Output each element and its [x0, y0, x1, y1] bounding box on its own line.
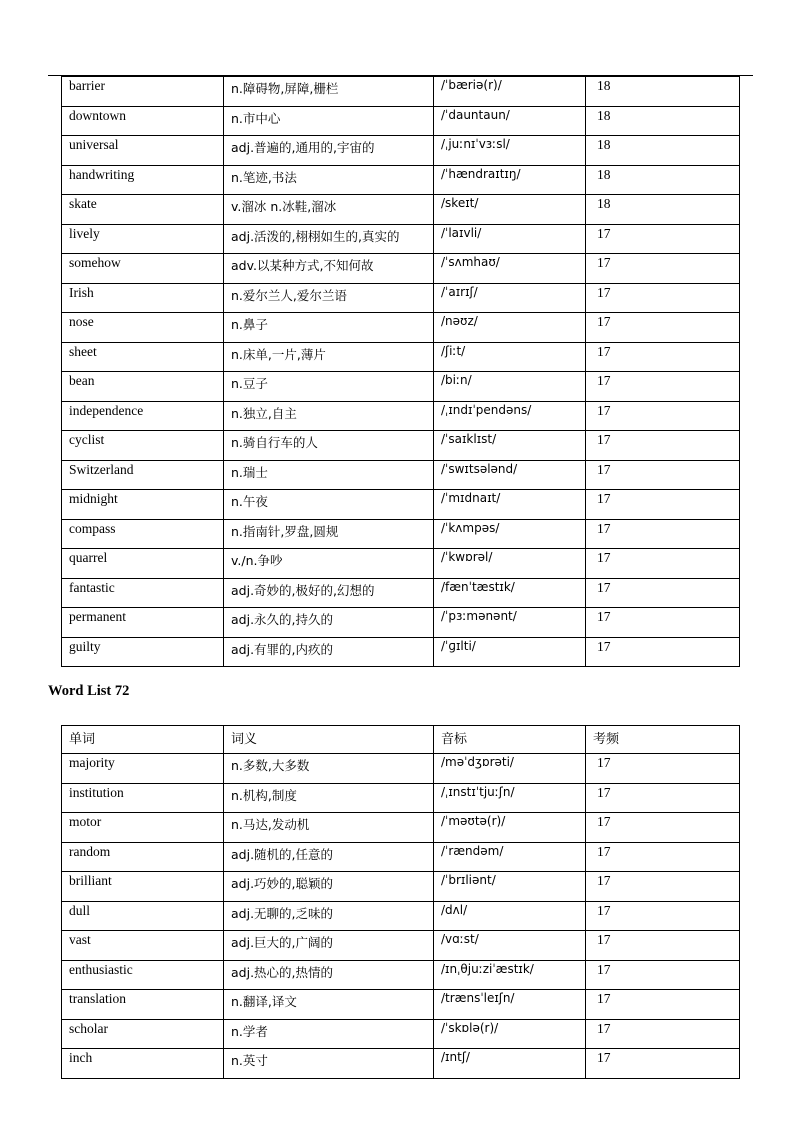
table-row	[62, 372, 740, 402]
meaning-cell: adj.奇妙的,极好的,幻想的	[224, 578, 434, 608]
table-row	[62, 254, 740, 284]
meaning-cell: adj.巧妙的,聪颖的	[224, 872, 434, 902]
word-table-body	[62, 754, 740, 1079]
meaning-cell: n.英寸	[224, 1049, 434, 1079]
meaning-cell: n.午夜	[224, 490, 434, 520]
phonetic-cell: /ˈswɪtsələnd/	[434, 460, 586, 490]
word-cell: midnight	[62, 490, 224, 520]
table-row	[62, 106, 740, 136]
phonetic-cell: /məˈdʒɒrəti/	[434, 754, 586, 784]
phonetic-cell: /trænsˈleɪʃn/	[434, 990, 586, 1020]
word-cell: barrier	[62, 77, 224, 107]
meaning-cell: adj.无聊的,乏味的	[224, 901, 434, 931]
frequency-cell: 17	[586, 283, 740, 313]
meaning-cell: n.爱尔兰人,爱尔兰语	[224, 283, 434, 313]
table-row	[62, 960, 740, 990]
meaning-cell: n.骑自行车的人	[224, 431, 434, 461]
phonetic-cell: /ˈɡɪlti/	[434, 637, 586, 667]
word-cell: scholar	[62, 1019, 224, 1049]
meaning-cell: n.指南针,罗盘,圆规	[224, 519, 434, 549]
word-cell: Switzerland	[62, 460, 224, 490]
meaning-cell: n.豆子	[224, 372, 434, 402]
table-row	[62, 490, 740, 520]
word-cell: independence	[62, 401, 224, 431]
table-row	[62, 195, 740, 225]
table-row	[62, 1049, 740, 1079]
frequency-cell: 17	[586, 1049, 740, 1079]
table-row	[62, 165, 740, 195]
frequency-cell: 18	[586, 165, 740, 195]
frequency-cell: 17	[586, 549, 740, 579]
word-cell: fantastic	[62, 578, 224, 608]
frequency-cell: 17	[586, 490, 740, 520]
phonetic-cell: /ˈkʌmpəs/	[434, 519, 586, 549]
word-cell: permanent	[62, 608, 224, 638]
word-cell: inch	[62, 1049, 224, 1079]
frequency-cell: 17	[586, 872, 740, 902]
table-row	[62, 431, 740, 461]
phonetic-cell: /ˈbrɪliənt/	[434, 872, 586, 902]
frequency-cell: 17	[586, 224, 740, 254]
meaning-cell: v./n.争吵	[224, 549, 434, 579]
phonetic-cell: /ˌjuːnɪˈvɜːsl/	[434, 136, 586, 166]
word-cell: majority	[62, 754, 224, 784]
word-cell: compass	[62, 519, 224, 549]
word-cell: brilliant	[62, 872, 224, 902]
meaning-cell: n.独立,自主	[224, 401, 434, 431]
word-cell: sheet	[62, 342, 224, 372]
table-row	[62, 224, 740, 254]
frequency-cell: 18	[586, 106, 740, 136]
table-row	[62, 549, 740, 579]
word-cell: translation	[62, 990, 224, 1020]
phonetic-cell: /fænˈtæstɪk/	[434, 578, 586, 608]
table-row	[62, 872, 740, 902]
meaning-cell: adj.随机的,任意的	[224, 842, 434, 872]
meaning-cell: adj.巨大的,广阔的	[224, 931, 434, 961]
word-cell: institution	[62, 783, 224, 813]
meaning-cell: n.翻译,译文	[224, 990, 434, 1020]
phonetic-cell: /ˈmɪdnaɪt/	[434, 490, 586, 520]
frequency-cell: 17	[586, 460, 740, 490]
phonetic-cell: /skeɪt/	[434, 195, 586, 225]
meaning-cell: n.多数,大多数	[224, 754, 434, 784]
word-cell: skate	[62, 195, 224, 225]
phonetic-cell: /biːn/	[434, 372, 586, 402]
frequency-cell: 17	[586, 783, 740, 813]
phonetic-cell: /ˈkwɒrəl/	[434, 549, 586, 579]
header-meaning: 词义	[224, 726, 434, 754]
meaning-cell: adv.以某种方式,不知何故	[224, 254, 434, 284]
meaning-cell: n.马达,发动机	[224, 813, 434, 843]
word-list-title: Word List 72	[48, 683, 130, 699]
frequency-cell: 17	[586, 519, 740, 549]
frequency-cell: 17	[586, 431, 740, 461]
table-row	[62, 342, 740, 372]
table-header-row	[62, 726, 740, 754]
phonetic-cell: /vɑːst/	[434, 931, 586, 961]
meaning-cell: n.瑞士	[224, 460, 434, 490]
table-row	[62, 460, 740, 490]
table-row	[62, 578, 740, 608]
meaning-cell: n.机构,制度	[224, 783, 434, 813]
table-row	[62, 813, 740, 843]
frequency-cell: 18	[586, 136, 740, 166]
frequency-cell: 17	[586, 754, 740, 784]
frequency-cell: 17	[586, 901, 740, 931]
word-cell: quarrel	[62, 549, 224, 579]
frequency-cell: 17	[586, 637, 740, 667]
phonetic-cell: /ˈhændraɪtɪŋ/	[434, 165, 586, 195]
meaning-cell: n.市中心	[224, 106, 434, 136]
word-cell: lively	[62, 224, 224, 254]
word-cell: motor	[62, 813, 224, 843]
frequency-cell: 17	[586, 960, 740, 990]
phonetic-cell: /ˈdauntaun/	[434, 106, 586, 136]
frequency-cell: 17	[586, 842, 740, 872]
meaning-cell: n.障碍物,屏障,栅栏	[224, 77, 434, 107]
header-word: 单词	[62, 726, 224, 754]
meaning-cell: adj.热心的,热情的	[224, 960, 434, 990]
frequency-cell: 18	[586, 195, 740, 225]
table-row	[62, 931, 740, 961]
frequency-cell: 17	[586, 342, 740, 372]
phonetic-cell: /dʌl/	[434, 901, 586, 931]
word-cell: dull	[62, 901, 224, 931]
table-row	[62, 519, 740, 549]
frequency-cell: 18	[586, 77, 740, 107]
word-cell: Irish	[62, 283, 224, 313]
table-row	[62, 842, 740, 872]
header-phonetic: 音标	[434, 726, 586, 754]
phonetic-cell: /ˈlaɪvli/	[434, 224, 586, 254]
phonetic-cell: /ɪnˌθjuːziˈæstɪk/	[434, 960, 586, 990]
table-row	[62, 608, 740, 638]
word-cell: handwriting	[62, 165, 224, 195]
table-row	[62, 783, 740, 813]
meaning-cell: adj.普遍的,通用的,宇宙的	[224, 136, 434, 166]
phonetic-cell: /ˌɪnstɪˈtjuːʃn/	[434, 783, 586, 813]
meaning-cell: adj.活泼的,栩栩如生的,真实的	[224, 224, 434, 254]
frequency-cell: 17	[586, 1019, 740, 1049]
table-row	[62, 401, 740, 431]
word-cell: somehow	[62, 254, 224, 284]
phonetic-cell: /ˈrændəm/	[434, 842, 586, 872]
phonetic-cell: /ˈsʌmhaʊ/	[434, 254, 586, 284]
frequency-cell: 17	[586, 254, 740, 284]
word-cell: guilty	[62, 637, 224, 667]
frequency-cell: 17	[586, 931, 740, 961]
meaning-cell: n.笔迹,书法	[224, 165, 434, 195]
table-row	[62, 637, 740, 667]
phonetic-cell: /ˈaɪrɪʃ/	[434, 283, 586, 313]
word-list-72-table	[61, 725, 740, 1079]
table-row	[62, 77, 740, 107]
phonetic-cell: /ˈməʊtə(r)/	[434, 813, 586, 843]
phonetic-cell: /ˈpɜːmənənt/	[434, 608, 586, 638]
meaning-cell: n.床单,一片,薄片	[224, 342, 434, 372]
frequency-cell: 17	[586, 578, 740, 608]
table-row	[62, 1019, 740, 1049]
header-frequency: 考频	[586, 726, 740, 754]
meaning-cell: n.学者	[224, 1019, 434, 1049]
phonetic-cell: /ˈskɒlə(r)/	[434, 1019, 586, 1049]
frequency-cell: 17	[586, 990, 740, 1020]
table-row	[62, 754, 740, 784]
word-table-continued	[61, 76, 740, 667]
meaning-cell: adj.永久的,持久的	[224, 608, 434, 638]
word-cell: bean	[62, 372, 224, 402]
table-row	[62, 136, 740, 166]
word-cell: cyclist	[62, 431, 224, 461]
meaning-cell: n.鼻子	[224, 313, 434, 343]
word-cell: nose	[62, 313, 224, 343]
table-row	[62, 313, 740, 343]
phonetic-cell: /ˈbæriə(r)/	[434, 77, 586, 107]
word-cell: enthusiastic	[62, 960, 224, 990]
frequency-cell: 17	[586, 608, 740, 638]
word-table-body	[62, 77, 740, 667]
phonetic-cell: /ʃiːt/	[434, 342, 586, 372]
frequency-cell: 17	[586, 313, 740, 343]
table-row	[62, 283, 740, 313]
table-row	[62, 990, 740, 1020]
word-cell: vast	[62, 931, 224, 961]
phonetic-cell: /ɪntʃ/	[434, 1049, 586, 1079]
frequency-cell: 17	[586, 401, 740, 431]
frequency-cell: 17	[586, 372, 740, 402]
meaning-cell: adj.有罪的,内疚的	[224, 637, 434, 667]
phonetic-cell: /ˌɪndɪˈpendəns/	[434, 401, 586, 431]
meaning-cell: v.溜冰 n.冰鞋,溜冰	[224, 195, 434, 225]
word-cell: universal	[62, 136, 224, 166]
phonetic-cell: /nəʊz/	[434, 313, 586, 343]
word-cell: random	[62, 842, 224, 872]
table-row	[62, 901, 740, 931]
word-cell: downtown	[62, 106, 224, 136]
frequency-cell: 17	[586, 813, 740, 843]
phonetic-cell: /ˈsaɪklɪst/	[434, 431, 586, 461]
